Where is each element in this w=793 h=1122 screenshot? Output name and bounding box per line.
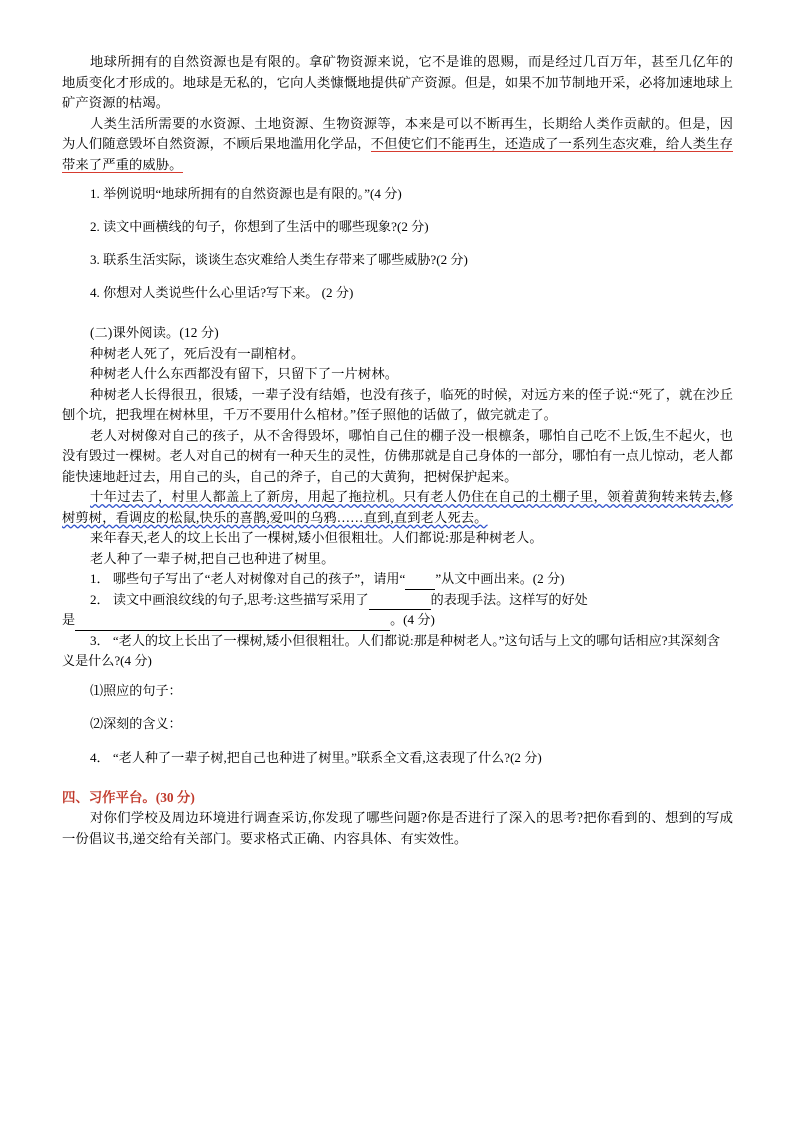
passage2-paragraph-2: 老人对树像对自己的孩子，从不舍得毁坏，哪怕自己住的棚子没一根檩条，哪怕自己吃不上饭,生不起火，也没有毁过一棵树。老人对自己的树有一种天生的灵性，仿佛那就是自己身体的一部分，哪怕有一点儿惊动，老人都能快速地赶过去，用自己的头，自己的斧子，自己的大黄狗，把树保护起来。 bbox=[62, 427, 733, 484]
passage1-paragraph-1: 地球所拥有的自然资源也是有限的。拿矿物资源来说，它不是谁的恩赐，而是经过几百万年，甚至几亿年的地质变化才形成的。地球是无私的，它向人类慷慨地提供矿产资源。但是，如果不加节制地开采，必将加速地球上矿产资源的枯竭。 bbox=[62, 54, 733, 110]
question-1-4: 4. 你想对人类说些什么心里话?写下来。 (2 分) bbox=[90, 285, 354, 300]
passage2-heading: (二)课外阅读。(12 分) bbox=[90, 325, 219, 340]
passage1-paragraph-2 bbox=[62, 114, 733, 176]
question-2-2-text-c: 是 bbox=[62, 612, 76, 627]
question-2-2 bbox=[62, 590, 733, 611]
question-2-3-sub-1: ⑴照应的句子： bbox=[90, 682, 182, 698]
passage2-paragraph-4: 来年春天,老人的坟上长出了一棵树,矮小但很粗壮。人们都说:那是种树老人。 bbox=[90, 530, 543, 545]
passage1-underlined-text: 不但使它们不能再生，还造成了一系列生态灾难，给人类生存带来了严重的威胁。 bbox=[62, 136, 733, 172]
section-4-title: 四、习作平台。(30 分) bbox=[62, 790, 195, 805]
question-2-2-text-d: 。(4 分) bbox=[390, 612, 435, 627]
question-2-2-text-a: 2． 读文中画浪纹线的句子,思考:这些描写采用了 bbox=[90, 591, 369, 607]
question-1-3: 3. 联系生活实际，谈谈生态灾难给人类生存带来了哪些威胁?(2 分) bbox=[90, 252, 468, 267]
section-4-body: 对你们学校及周边环境进行调查采访,你发现了哪些问题?你是否进行了深入的思考?把你看到的、想到的写成一份倡议书,递交给有关部门。要求格式正确、内容具体、有实效性。 bbox=[62, 810, 733, 846]
passage2-paragraph-1: 种树老人长得很丑，很矮，一辈子没有结婚，也没有孩子，临死的时候，对远方来的侄子说:“死了，就在沙丘刨个坑，把我埋在树林里，千万不要用什么棺材。”侄子照他的话做了，做完就走了。 bbox=[62, 386, 733, 422]
passage2-paragraph-5: 老人种了一辈子树,把自己也种进了树里。 bbox=[90, 550, 335, 566]
question-2-3-sub-2: ⑵深刻的含义： bbox=[90, 716, 182, 731]
passage2-line-1: 种树老人死了，死后没有一副棺材。 bbox=[90, 345, 305, 361]
question-1-1: 1. 举例说明“地球所拥有的自然资源也是有限的。”(4 分) bbox=[90, 186, 402, 201]
question-2-2-text-b: 的表现手法。这样写的好处 bbox=[430, 591, 588, 607]
question-2-3: 3． “老人的坟上长出了一棵树,矮小但很粗壮。人们都说:那是种树老人。”这句话与上文的哪句话相应?其深刻含义是什么?(4 分) bbox=[62, 632, 720, 668]
question-2-1 bbox=[62, 569, 733, 590]
question-2-4: 4． “老人种了一辈子树,把自己也种进了树里。”联系全文看,这表现了什么?(2 分) bbox=[90, 749, 542, 765]
passage2-paragraph-3-wavy: 十年过去了，村里人都盖上了新房，用起了拖拉机。只有老人仍住在自己的土棚子里，领着黄狗转来转去,修树剪树，看调皮的松鼠,快乐的喜鹊,爱叫的乌鸦……直到,直到老人死去。 bbox=[62, 489, 733, 525]
passage2-line-2: 种树老人什么东西都没有留下，只留下了一片树林。 bbox=[90, 366, 399, 381]
question-2-2-continued bbox=[62, 610, 733, 631]
passage1-paragraph-2-plain: 人类生活所需要的水资源、土地资源、生物资源等，本来是可以不断再生，长期给人类作贡献的。但是，因为人们随意毁坏自然资源，不顾后果地滥用化学品， bbox=[62, 115, 733, 151]
question-1-2: 2. 读文中画横线的句子，你想到了生活中的哪些现象?(2 分) bbox=[90, 219, 429, 234]
question-2-1-text-b: ”从文中画出来。(2 分) bbox=[435, 571, 565, 586]
question-2-1-text-a: 1． 哪些句子写出了“老人对树像对自己的孩子”，请用“ bbox=[90, 571, 406, 586]
